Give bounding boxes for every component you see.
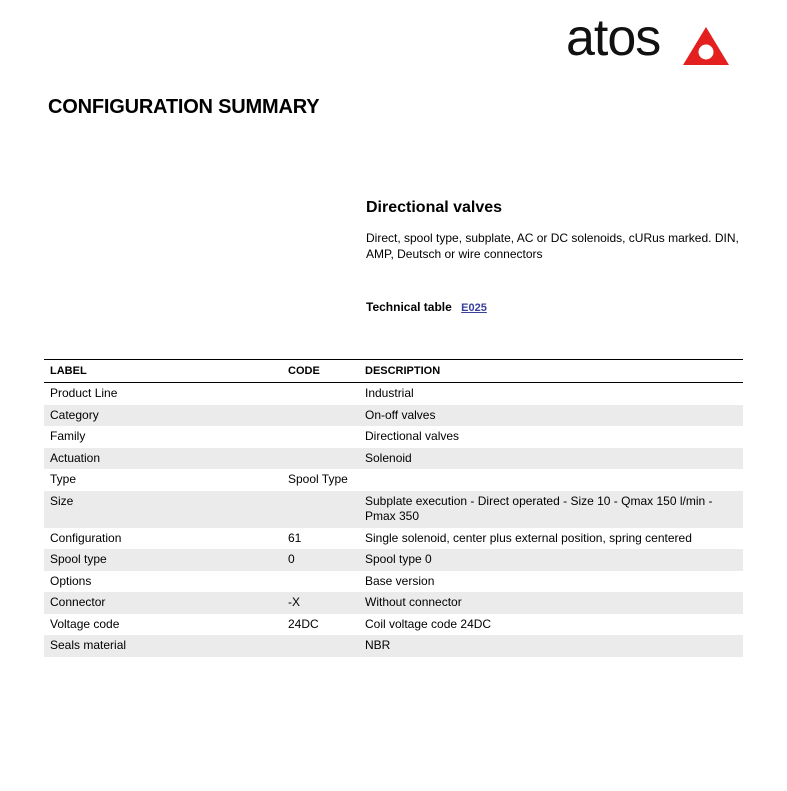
cell-label: Product Line xyxy=(50,386,118,400)
table-row xyxy=(44,448,743,470)
cell-code: 0 xyxy=(282,549,359,571)
page-title: CONFIGURATION SUMMARY xyxy=(48,96,320,118)
cell-code xyxy=(282,405,359,427)
cell-label: Options xyxy=(50,573,92,588)
table-row xyxy=(44,614,743,636)
cell-code xyxy=(282,448,359,470)
cell-label: Configuration xyxy=(50,530,122,545)
cell-description: Base version xyxy=(365,573,435,588)
logo-wordmark: atos xyxy=(566,9,661,67)
atos-logo xyxy=(566,9,732,68)
cell-description: Subplate execution - Direct operated - Size 10 - Qmax 150 l/min - Pmax 350 xyxy=(359,491,743,528)
cell-description: Directional valves xyxy=(365,429,460,443)
cell-label: Type xyxy=(50,472,77,486)
header-description: DESCRIPTION xyxy=(359,360,743,383)
cell-code: 61 xyxy=(288,530,302,545)
cell-label: Size xyxy=(44,491,282,528)
cell-description: Spool type 0 xyxy=(359,549,743,571)
cell-code: -X xyxy=(282,592,359,614)
technical-table-label: Technical table xyxy=(366,300,452,314)
table-row xyxy=(44,635,743,657)
cell-description: Coil voltage code 24DC xyxy=(365,616,492,631)
cell-code xyxy=(282,383,359,405)
table-row xyxy=(44,592,743,614)
table-row xyxy=(44,426,743,448)
product-title: Directional valves xyxy=(366,199,503,216)
cell-label: Category xyxy=(44,405,282,427)
cell-description: NBR xyxy=(359,635,743,657)
logo-triangle-icon xyxy=(682,26,730,66)
cell-label: Family xyxy=(50,429,86,443)
configuration-table xyxy=(44,359,743,657)
cell-code xyxy=(282,426,359,448)
table-row xyxy=(44,528,743,550)
cell-description: Single solenoid, center plus external position, spring centered xyxy=(365,530,692,545)
cell-description xyxy=(359,469,743,491)
cell-description: Without connector xyxy=(359,592,743,614)
cell-label: Voltage code xyxy=(50,616,120,631)
cell-label: Actuation xyxy=(44,448,282,470)
table-row xyxy=(44,491,743,528)
table-row xyxy=(44,549,743,571)
table-row xyxy=(44,571,743,593)
table-row xyxy=(44,405,743,427)
cell-label: Spool type xyxy=(44,549,282,571)
table-row xyxy=(44,469,743,491)
header-code: CODE xyxy=(282,360,359,383)
cell-code xyxy=(282,491,359,528)
cell-code: Spool Type xyxy=(288,472,348,486)
technical-table-link[interactable]: E025 xyxy=(461,302,487,314)
cell-code xyxy=(282,571,359,593)
table-row xyxy=(44,383,743,405)
cell-code xyxy=(282,635,359,657)
cell-description: Industrial xyxy=(365,386,414,400)
product-description: Direct, spool type, subplate, AC or DC solenoids, cURus marked. DIN, AMP, Deutsch or wire connectors xyxy=(366,231,739,261)
header-label: LABEL xyxy=(44,360,282,383)
cell-code: 24DC xyxy=(288,616,319,631)
technical-table-line xyxy=(366,300,487,314)
cell-label: Connector xyxy=(44,592,282,614)
cell-description: Solenoid xyxy=(359,448,743,470)
cell-description: On-off valves xyxy=(359,405,743,427)
table-header-row xyxy=(44,360,743,383)
cell-label: Seals material xyxy=(44,635,282,657)
